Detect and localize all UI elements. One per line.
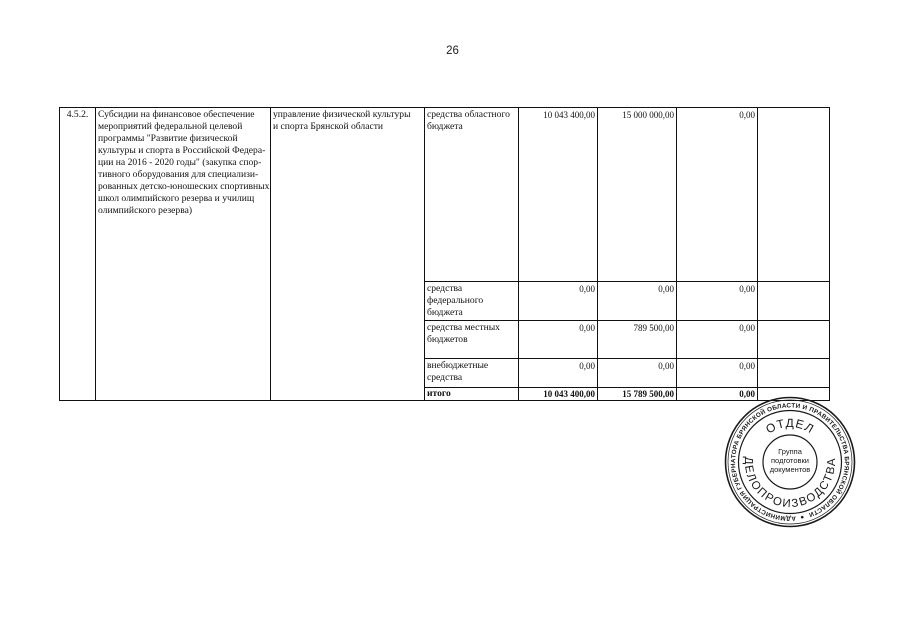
amount-cell: 0,00 <box>519 359 598 388</box>
total-amount-cell: 15 789 500,00 <box>598 388 677 401</box>
stamp-bottom-text-path: ДЕЛОПРОИЗВОДСТВА <box>741 456 839 511</box>
funding-source: средства местных бюджетов <box>425 321 519 359</box>
stamp-top-text <box>763 416 816 436</box>
amount-cell: 0,00 <box>519 282 598 321</box>
empty-cell <box>758 359 830 388</box>
item-number: 4.5.2. <box>60 108 96 401</box>
amount-cell: 789 500,00 <box>598 321 677 359</box>
amount-cell: 15 000 000,00 <box>598 108 677 282</box>
stamp-outer-text-path: АДМИНИСТРАЦИЯ ГУБЕРНАТОРА БРЯНСКОЙ ОБЛАСТИ И ПРАВИТЕЛЬСТВА БРЯНСКОЙ ОБЛАСТИ <box>730 402 850 522</box>
amount-cell: 0,00 <box>598 282 677 321</box>
total-label: итого <box>425 388 519 401</box>
stamp-separator-dot-icon <box>801 516 804 519</box>
stamp-center-line: подготовки <box>771 456 809 465</box>
total-amount-cell: 0,00 <box>677 388 758 401</box>
empty-cell <box>758 282 830 321</box>
amount-cell: 10 043 400,00 <box>519 108 598 282</box>
amount-cell: 0,00 <box>677 359 758 388</box>
empty-cell <box>758 108 830 282</box>
total-amount-cell: 10 043 400,00 <box>519 388 598 401</box>
responsible-executor: управление физической культуры и спорта Брянской области <box>271 108 425 401</box>
amount-cell: 0,00 <box>598 359 677 388</box>
stamp-center-line: документов <box>769 465 811 474</box>
page-number: 26 <box>446 45 459 57</box>
empty-cell <box>758 321 830 359</box>
budget-table <box>59 107 830 401</box>
item-description: Субсидии на финансовое обеспечение мероприятий федеральной целевой программы "Развитие физической культуры и спорта в Российской Федера- ции на 2016 - 2020 годы" (закупка спор- тивного оборудования для специализи- рованных детско-юношеских спортивных школ олимпийского резерва и училищ олимпийского резерва) <box>96 108 271 401</box>
stamp-top-text-path: ОТДЕЛ <box>763 415 817 437</box>
amount-cell: 0,00 <box>677 108 758 282</box>
stamp-center-line: Группа <box>778 447 802 456</box>
table-row <box>60 108 830 282</box>
amount-cell: 0,00 <box>519 321 598 359</box>
funding-source: средства областного бюджета <box>425 108 519 282</box>
office-stamp-seal <box>720 392 860 532</box>
funding-source: внебюджетные средства <box>425 359 519 388</box>
amount-cell: 0,00 <box>677 282 758 321</box>
amount-cell: 0,00 <box>677 321 758 359</box>
funding-source: средства федерального бюджета <box>425 282 519 321</box>
